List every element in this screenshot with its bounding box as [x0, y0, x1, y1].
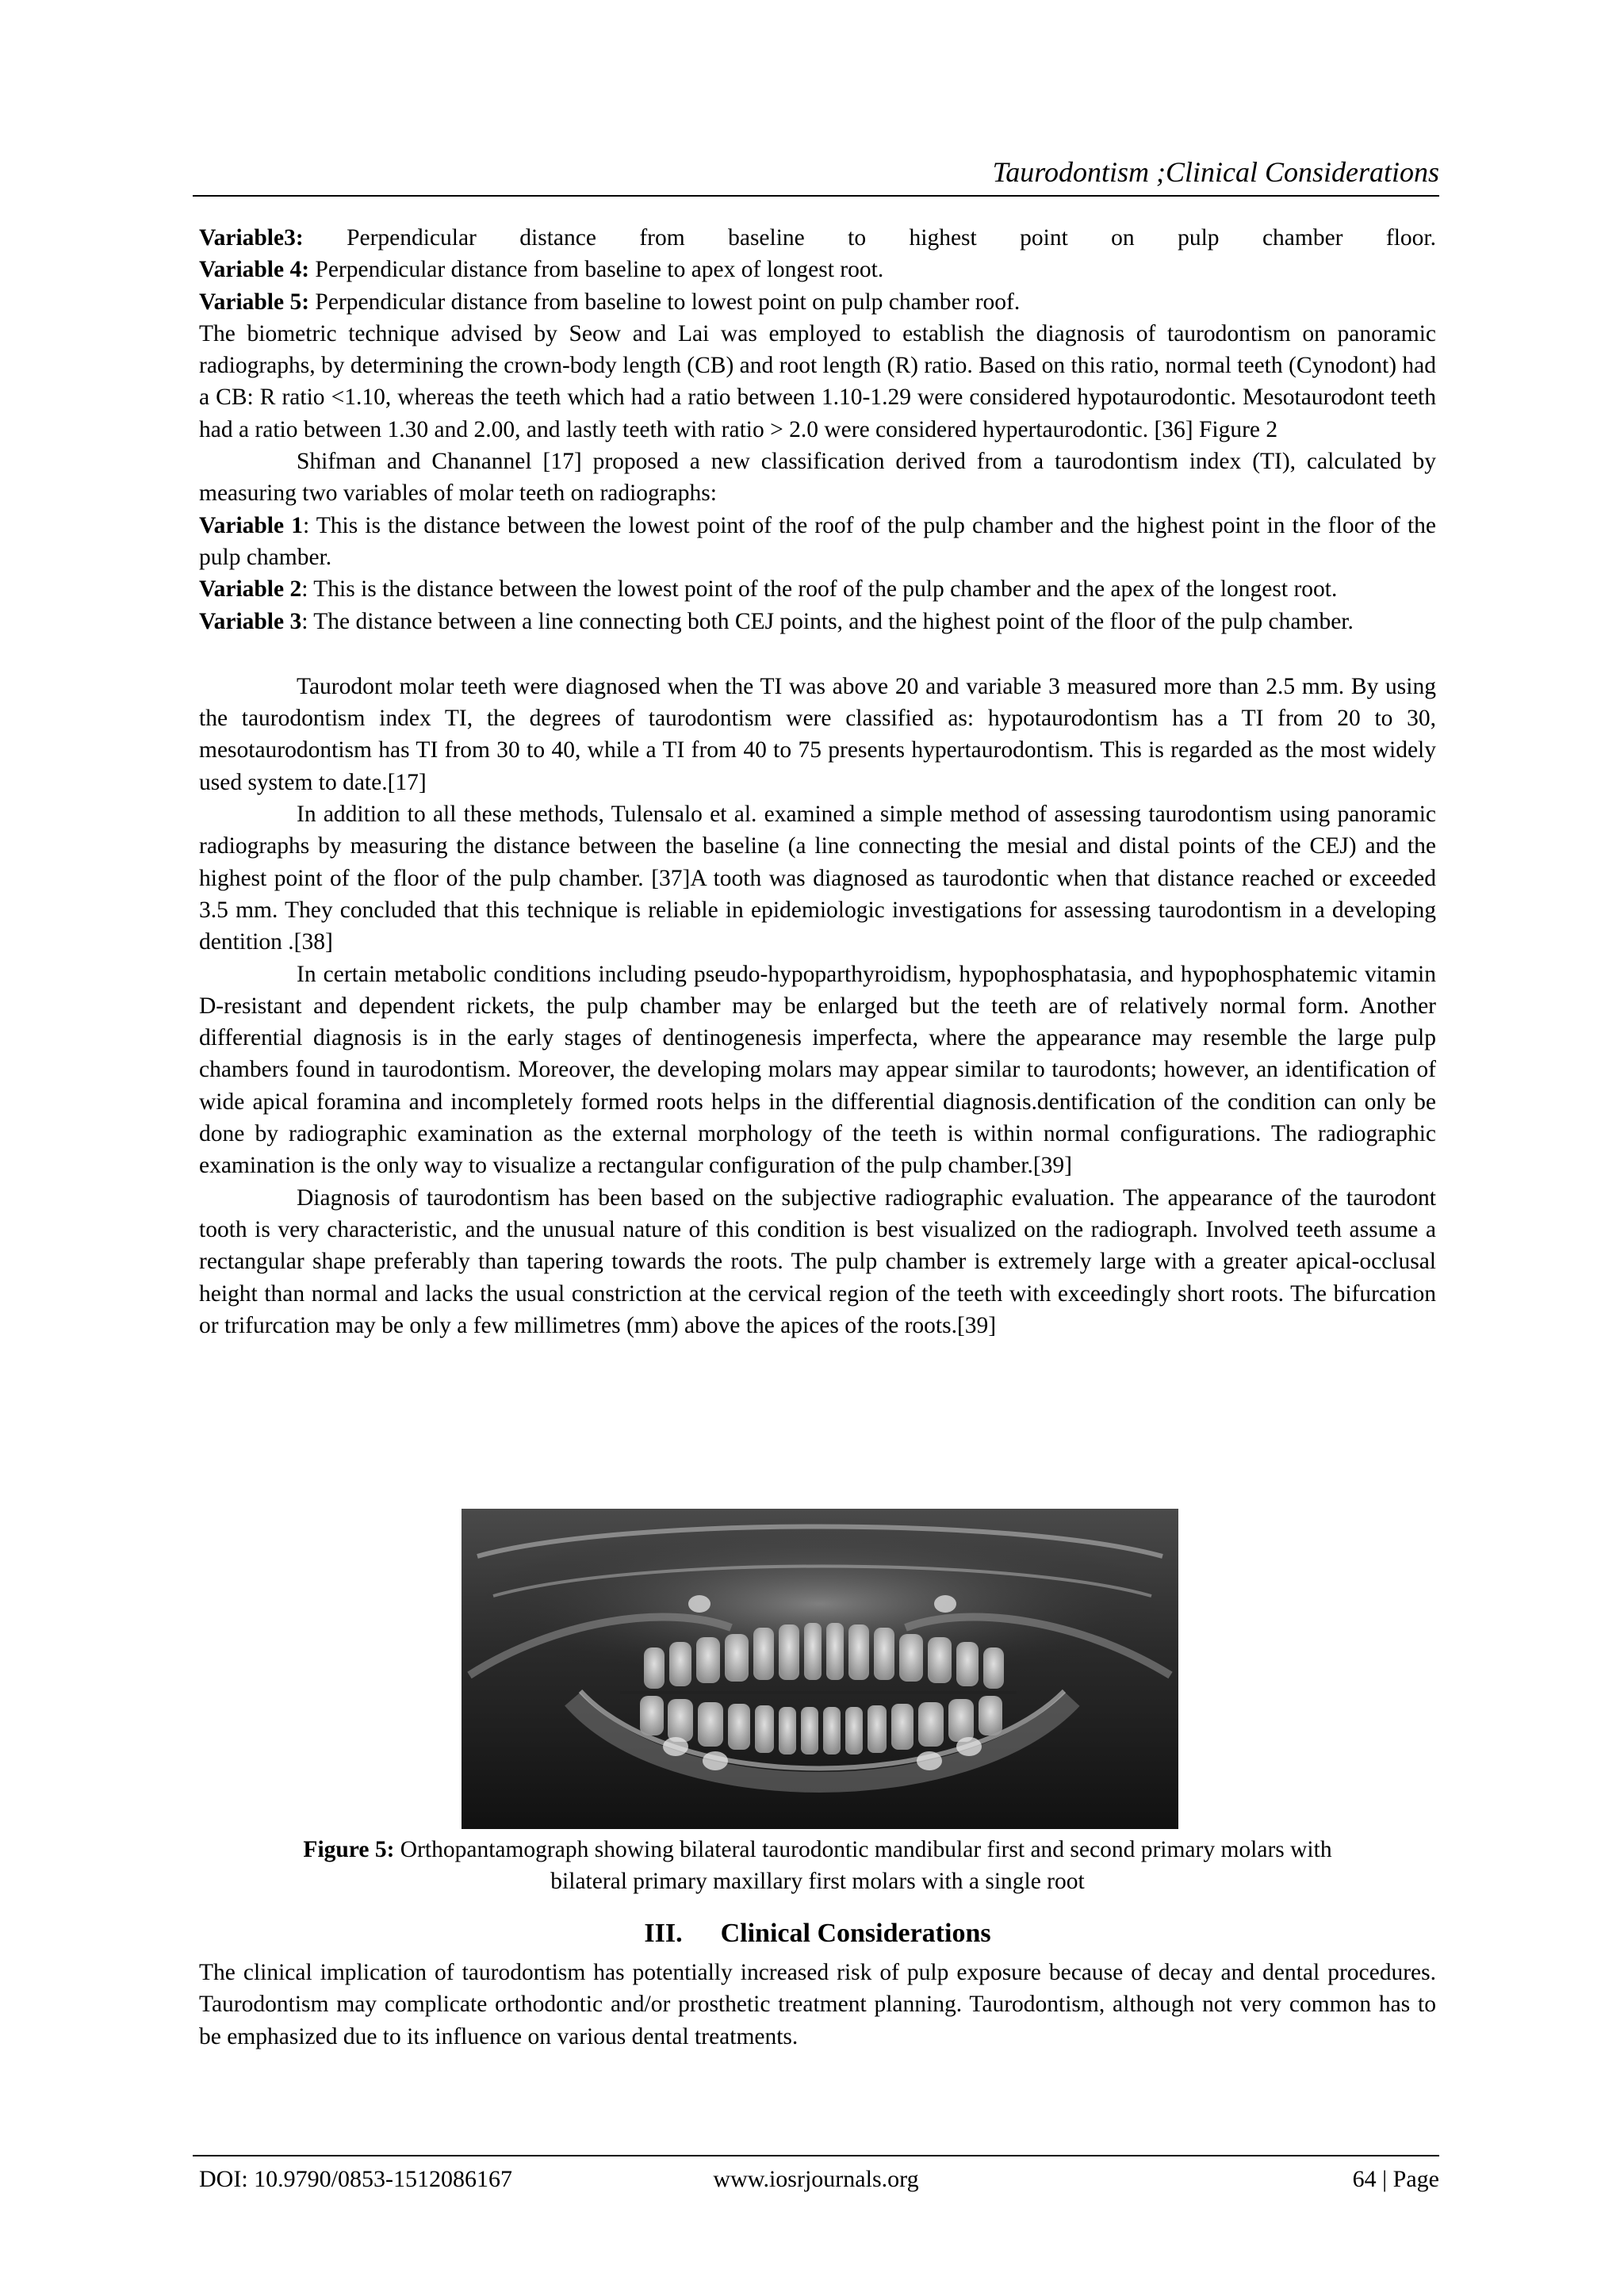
figure-caption — [199, 1834, 1436, 1897]
variable4-line — [199, 254, 1436, 285]
paragraph-taurodontism-index: Taurodont molar teeth were diagnosed when the TI was above 20 and variable 3 measured more than 2.5 mm. By using the taurodontism index TI, the degrees of taurodontism were classified as: hypotaurodontism has a TI from 20 to 30, mesotaurodontism has TI from 30 to 40, while a TI from 40 to 75 presents hypertaurodontism. This is regarded as the most widely used system to date.[17] — [199, 673, 1436, 795]
variable3-label: Variable3: — [199, 225, 304, 251]
orthopantomograph-image — [462, 1509, 1178, 1829]
variable5-line — [199, 286, 1436, 318]
article-body — [199, 222, 1436, 1341]
paragraph-metabolic-conditions: In certain metabolic conditions including pseudo-hypoparthyroidism, hypophosphatasia, and hypophosphatemic vitamin D-resistant and dependent rickets, the pulp chamber may be enlarged but the teeth are of relatively normal form. Another differential diagnosis is in the early stages of dentinogenesis imperfecta, where the appearance may resemble the large pulp chambers found in taurodontism. Moreover, the developing molars may appear similar to taurodonts; however, an identification of wide apical foramina and incompletely formed roots helps in the differential diagnosis.dentification of the condition can only be done by radiographic examination as the external morphology of the teeth is within normal configurations. The radiographic examination is the only way to visualize a rectangular configuration of the pulp chamber.[39] — [199, 961, 1436, 1179]
paragraph-shifman: Shifman and Chanannel [17] proposed a new classification derived from a taurodontism index (TI), calculated by measuring two variables of molar teeth on radiographs: — [199, 449, 1436, 507]
ti-variable-3-text: : The distance between a line connecting both CEJ points, and the highest point of the floor of the pulp chamber. — [301, 608, 1354, 634]
ti-variable-1-text: : This is the distance between the lowest point of the roof of the pulp chamber and the highest point in the floor of the pulp chamber. — [199, 512, 1436, 570]
radiograph-illustration — [462, 1509, 1178, 1829]
ti-variable-1-label: Variable 1 — [199, 512, 303, 538]
figure-caption-line-2: bilateral primary maxillary first molars with a single root — [550, 1869, 1085, 1894]
paragraph-clinical-considerations: The clinical implication of taurodontism has potentially increased risk of pulp exposure because of decay and dental procedures. Taurodontism may complicate orthodontic and/or prosthetic treatment planning. Taurodontism, although not very common has to be emphasized due to its influence on various dental treatments. — [199, 1960, 1436, 2049]
page-footer — [193, 2155, 1439, 2204]
variable3-line — [199, 222, 1436, 254]
figure-caption-line-1 — [199, 1834, 1436, 1866]
paragraph-tulensalo: In addition to all these methods, Tulensalo et al. examined a simple method of assessing taurodontism using panoramic radiographs by measuring the distance between the baseline (a line connecting the mesial and distal points of the CEJ) and the highest point of the floor of the pulp chamber. [37]A tooth was diagnosed as taurodontic when that distance reached or exceeded 3.5 mm. They concluded that this technique is reliable in epidemiologic investigations for assessing taurodontism in a developing dentition .[38] — [199, 802, 1436, 955]
figure-caption-text-1: Orthopantamograph showing bilateral taurodontic mandibular first and second primary molars with — [394, 1837, 1332, 1862]
ti-variable-2-text: : This is the distance between the lowest point of the roof of the pulp chamber and the apex of the longest root. — [301, 576, 1338, 603]
variable3-text: Perpendicular distance from baseline to highest point on pulp chamber floor. — [303, 225, 1436, 251]
ti-variable-3-label: Variable 3 — [199, 608, 302, 634]
section-body — [199, 1957, 1436, 2053]
footer-doi: DOI: 10.9790/0853-1512086167 — [199, 2166, 512, 2192]
paragraph-gap — [199, 637, 1436, 671]
ti-variable-2-label: Variable 2 — [199, 576, 302, 603]
variable5-label: Variable 5: — [199, 289, 310, 315]
figure-caption-label: Figure 5: — [303, 1837, 395, 1862]
variable5-text: Perpendicular distance from baseline to lowest point on pulp chamber roof. — [309, 289, 1021, 315]
section-heading — [199, 1919, 1436, 1949]
running-header-title: Taurodontism ;Clinical Considerations — [992, 156, 1439, 188]
running-header — [193, 152, 1439, 197]
ti-variable-2 — [199, 573, 1436, 605]
footer-website: www.iosrjournals.org — [713, 2166, 919, 2192]
ti-variable-3 — [199, 606, 1436, 637]
section-title: Clinical Considerations — [720, 1919, 991, 1948]
ti-variable-1 — [199, 510, 1436, 574]
section-number: III. — [644, 1919, 683, 1948]
variable4-text: Perpendicular distance from baseline to apex of longest root. — [309, 257, 884, 283]
paragraph-seow-lai: The biometric technique advised by Seow and Lai was employed to establish the diagnosis of taurodontism on panoramic radiographs, by determining the crown-body length (CB) and root length (R) ratio. Based on this ratio, normal teeth (Cynodont) had a CB: R ratio <1.10, whereas the teeth which had a ratio between 1.10-1.29 were considered hypotaurodontic. Mesotaurodont teeth had a ratio between 1.30 and 2.00, and lastly teeth with ratio > 2.0 were considered hypertaurodontic. [36] Figure 2 — [199, 320, 1436, 442]
variable4-label: Variable 4: — [199, 257, 310, 283]
footer-page-number: 64 | Page — [1352, 2166, 1439, 2192]
paragraph-diagnosis: Diagnosis of taurodontism has been based on the subjective radiographic evaluation. The appearance of the taurodont tooth is very characteristic, and the unusual nature of this condition is best visualized on the radiograph. Involved teeth assume a rectangular shape preferably than tapering towards the roots. The pulp chamber is extremely large with a greater apical-occlusal height than normal and lacks the usual constriction at the cervical region of the teeth with exceedingly short roots. The bifurcation or trifurcation may be only a few millimetres (mm) above the apices of the roots.[39] — [199, 1184, 1436, 1338]
